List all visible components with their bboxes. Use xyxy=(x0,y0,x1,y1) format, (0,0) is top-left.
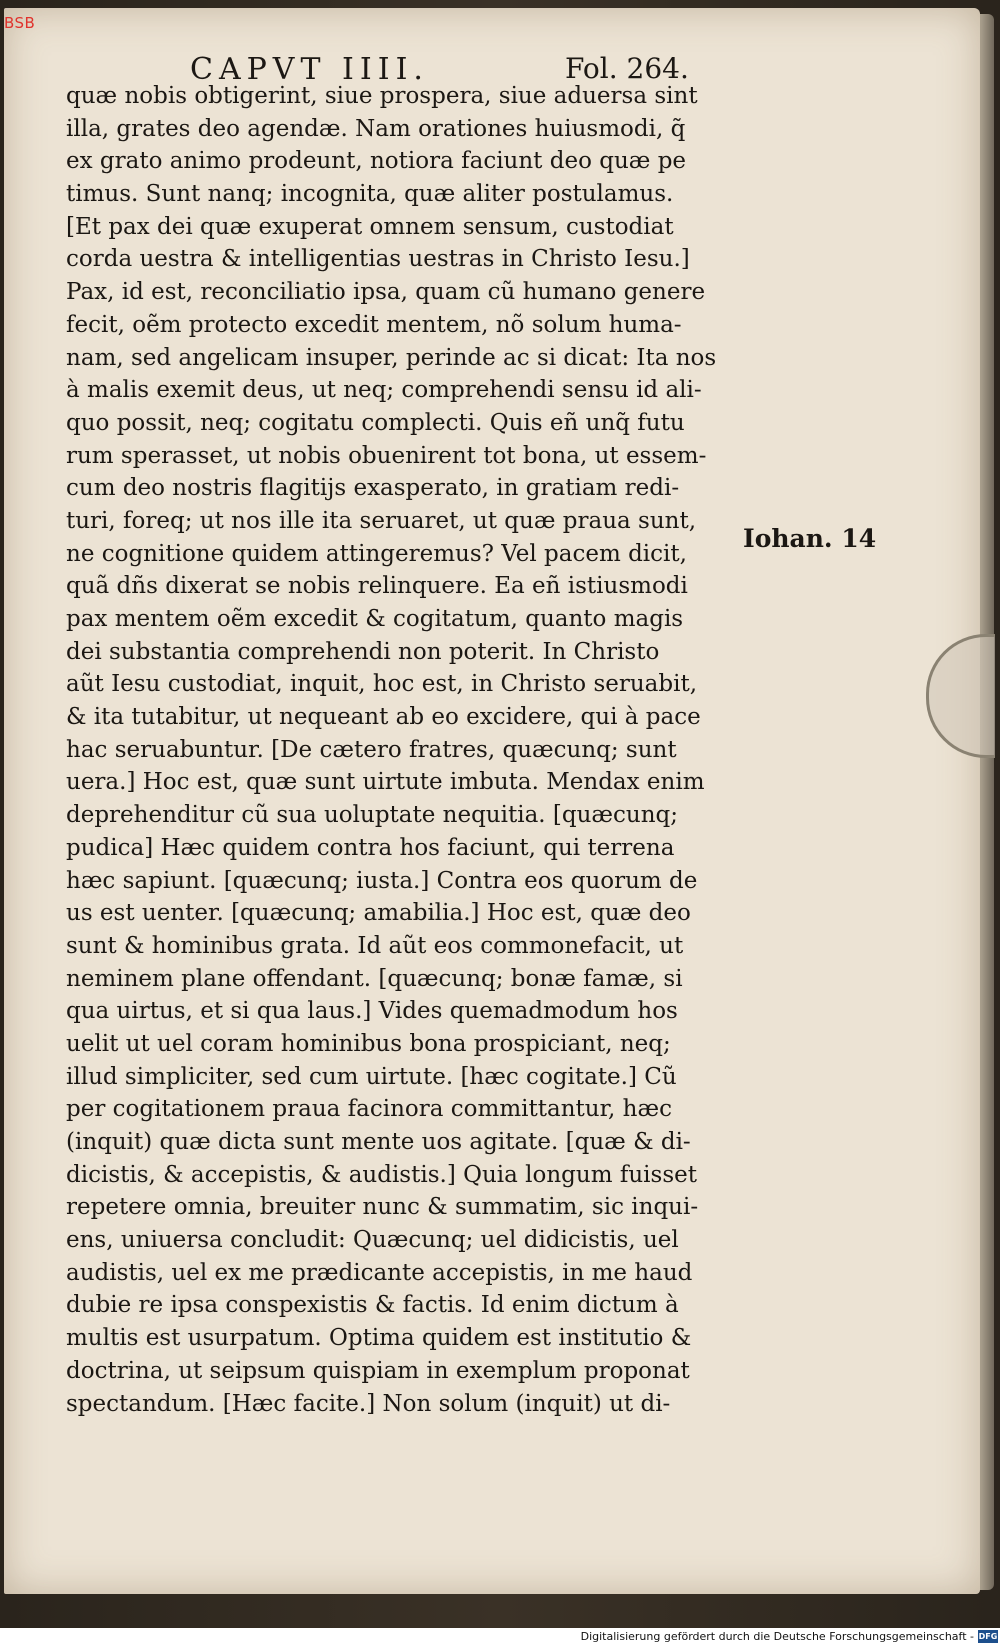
text-line: pax mentem oẽm excedit & cogitatum, quanto magis xyxy=(66,606,684,632)
margin-reference: Iohan. 14 xyxy=(743,524,877,553)
text-line: timus. Sunt nanq; incognita, quæ aliter postulamus. xyxy=(66,181,674,208)
text-line: spectandum. [Hæc facite.] Non solum (inquit) ut di- xyxy=(66,1390,671,1417)
text-line: doctrina, ut seipsum quispiam in exemplum proponat xyxy=(66,1357,690,1384)
text-line: ne cognitione quidem attingeremus? Vel pacem dicit, xyxy=(66,540,687,567)
text-line: pudica] Hæc quidem contra hos faciunt, qui terrena xyxy=(66,834,675,861)
text-line: quã dñs dixerat se nobis relinquere. Ea eñ istiusmodi xyxy=(66,573,688,600)
body-text xyxy=(66,80,746,1420)
text-line: repetere omnia, breuiter nunc & summatim, sic inqui- xyxy=(66,1194,699,1221)
text-line: qua uirtus, et si qua laus.] Vides quemadmodum hos xyxy=(66,998,678,1025)
text-line: fecit, oẽm protecto excedit mentem, nõ solum huma- xyxy=(66,311,682,338)
text-line: & ita tutabitur, ut nequeant ab eo excidere, qui à pace xyxy=(66,704,701,731)
text-line: rum sperasset, ut nobis obuenirent tot bona, ut essem- xyxy=(66,442,707,469)
text-line: illud simpliciter, sed cum uirtute. [hæc cogitate.] Cũ xyxy=(66,1063,677,1090)
text-line: deprehenditur cũ sua uoluptate nequitia. [quæcunq; xyxy=(66,802,679,829)
funding-credit: Digitalisierung gefördert durch die Deutsche Forschungsgemeinschaft - xyxy=(580,1630,974,1643)
text-line: audistis, uel ex me prædicante accepistis, in me haud xyxy=(66,1259,693,1286)
text-line: dei substantia comprehendi non poterit. In Christo xyxy=(66,638,660,665)
text-line: dicistis, & accepistis, & audistis.] Quia longum fuisset xyxy=(66,1161,697,1188)
text-line: per cogitationem praua facinora committantur, hæc xyxy=(66,1096,672,1123)
text-line: dubie re ipsa conspexistis & factis. Id enim dictum à xyxy=(66,1292,679,1319)
library-watermark: BSB xyxy=(4,14,36,32)
text-line: ens, uniuersa concludit: Quæcunq; uel didicistis, uel xyxy=(66,1227,679,1254)
text-line: aũt Iesu custodiat, inquit, hoc est, in Christo seruabit, xyxy=(66,671,698,698)
text-line: (inquit) quæ dicta sunt mente uos agitate. [quæ & di- xyxy=(66,1129,691,1155)
chapter-heading: CAPVT IIII. xyxy=(190,52,429,87)
text-line: neminem plane offendant. [quæcunq; bonæ famæ, si xyxy=(66,965,683,992)
text-line: Pax, id est, reconciliatio ipsa, quam cũ humano genere xyxy=(66,279,706,306)
text-line: hac seruabuntur. [De cætero fratres, quæcunq; sunt xyxy=(66,736,677,763)
text-line: ex grato animo prodeunt, notiora faciunt deo quæ pe xyxy=(66,148,687,175)
text-line: à malis exemit deus, ut neq; comprehendi sensu id ali- xyxy=(66,377,702,404)
text-line: quæ nobis obtigerint, siue prospera, siue aduersa sint xyxy=(66,83,698,109)
text-line: cum deo nostris flagitijs exasperato, in gratiam redi- xyxy=(66,475,680,502)
text-line: quo possit, neq; cogitatu complecti. Quis eñ unq̃ futu xyxy=(66,409,685,436)
text-line: uelit ut uel coram hominibus bona prospiciant, neq; xyxy=(66,1030,671,1057)
text-line: us est uenter. [quæcunq; amabilia.] Hoc est, quæ deo xyxy=(66,900,691,927)
dfg-logo: DFG xyxy=(978,1632,998,1641)
text-line: [Et pax dei quæ exuperat omnem sensum, custodiat xyxy=(66,213,674,240)
text-line: hæc sapiunt. [quæcunq; iusta.] Contra eos quorum de xyxy=(66,867,698,894)
text-line: illa, grates deo agendæ. Nam orationes huiusmodi, q̃ xyxy=(66,115,686,142)
text-line: nam, sed angelicam insuper, perinde ac si dicat: Ita nos xyxy=(66,344,717,371)
text-line: uera.] Hoc est, quæ sunt uirtute imbuta. Mendax enim xyxy=(66,769,705,796)
text-line: sunt & hominibus grata. Id aũt eos commonefacit, ut xyxy=(66,932,684,959)
text-line: turi, foreq; ut nos ille ita seruaret, ut quæ praua sunt, xyxy=(66,507,697,534)
text-line: corda uestra & intelligentias uestras in Christo Iesu.] xyxy=(66,246,690,273)
folio-number: Fol. 264. xyxy=(565,52,689,85)
text-line: multis est usurpatum. Optima quidem est institutio & xyxy=(66,1325,692,1352)
